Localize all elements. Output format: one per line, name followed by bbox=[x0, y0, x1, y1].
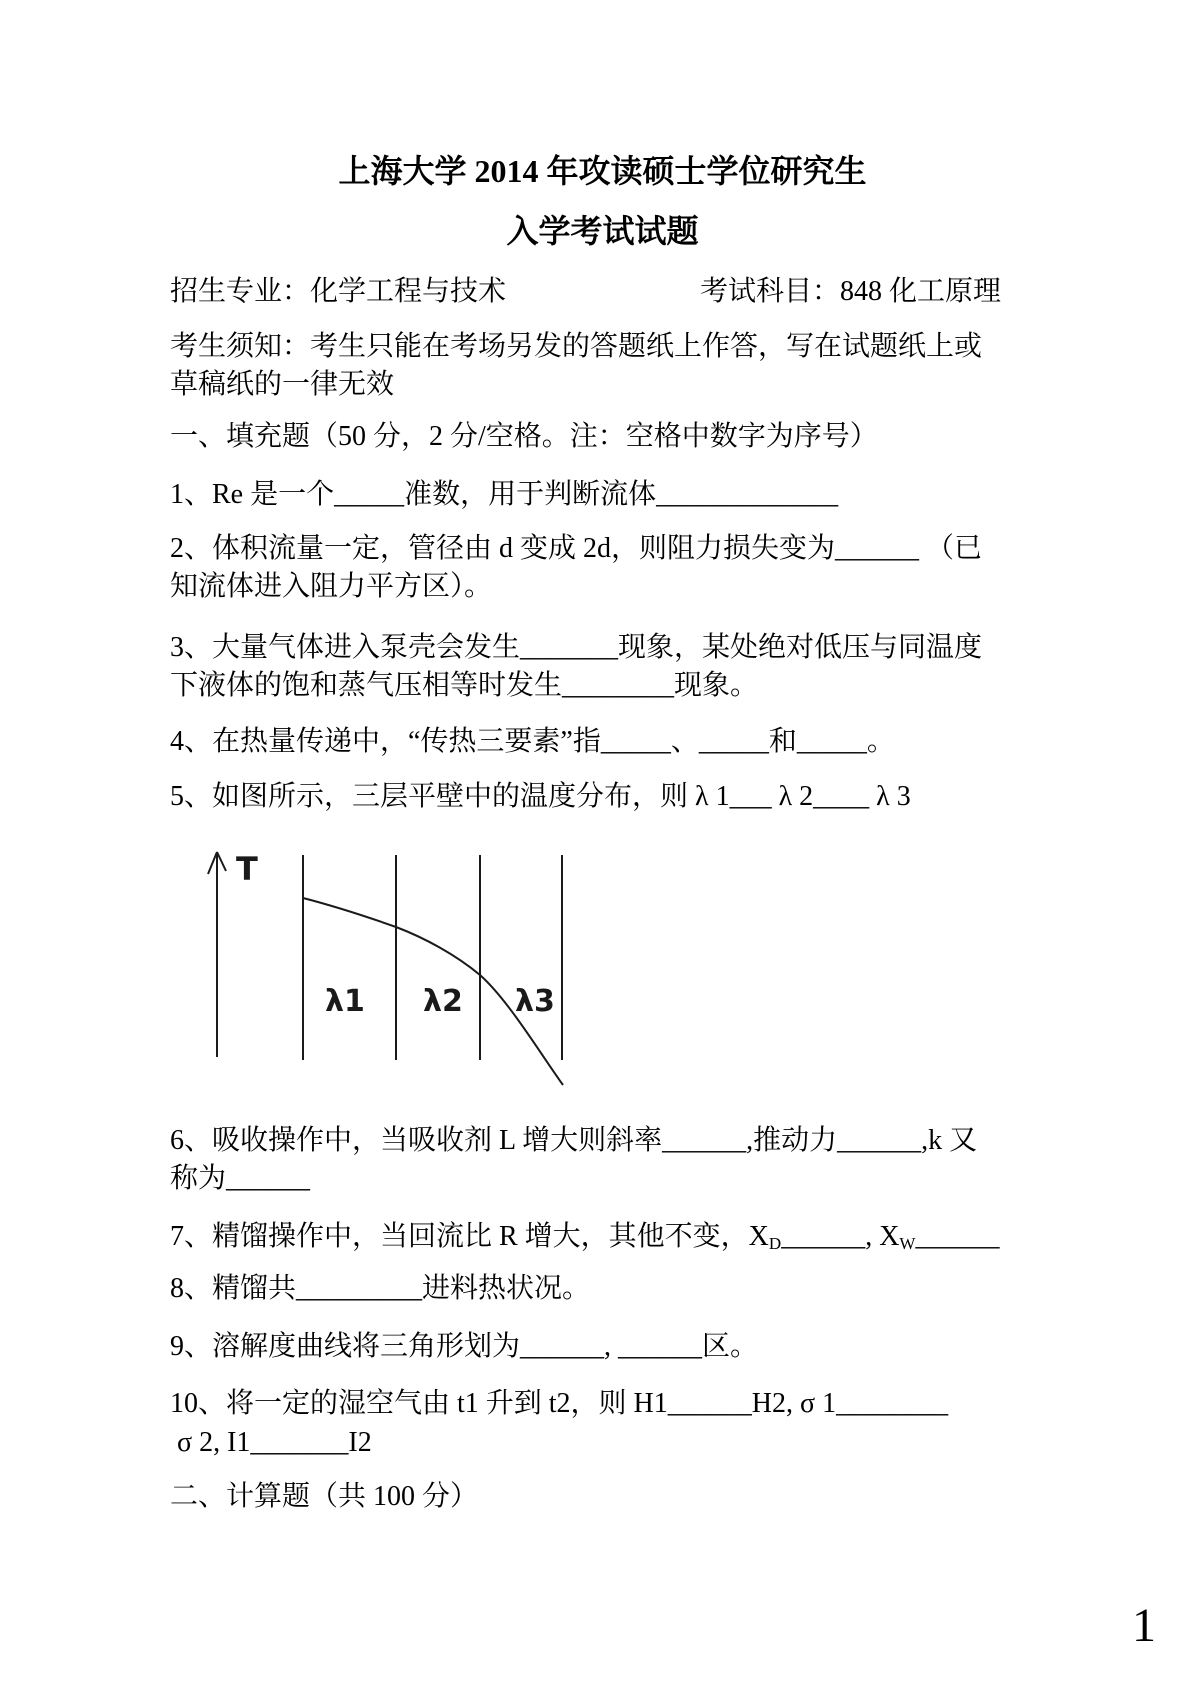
t-axis-label: T bbox=[236, 850, 258, 888]
question-3-line2: 下液体的饱和蒸气压相等时发生________现象。 bbox=[170, 670, 759, 701]
subject-label: 考试科目：848 化工原理 bbox=[700, 276, 1002, 307]
lambda1-label: λ1 bbox=[325, 984, 365, 1019]
exam-title-line2: 入学考试试题 bbox=[506, 213, 699, 249]
section2-heading: 二、计算题（共 100 分） bbox=[170, 1481, 479, 1512]
question-7-subscript-w: W bbox=[899, 1234, 916, 1253]
question-5: 5、如图所示，三层平壁中的温度分布，则 λ 1___ λ 2____ λ 3 bbox=[170, 781, 911, 812]
question-1: 1、Re 是一个_____准数，用于判断流体_____________ bbox=[170, 479, 839, 510]
question-7-pre: 7、精馏操作中，当回流比 R 增大，其他不变，X bbox=[170, 1221, 769, 1252]
t-axis-arrow-right bbox=[217, 852, 226, 871]
temperature-profile-figure bbox=[160, 838, 590, 1100]
section1-heading: 一、填充题（50 分，2 分/空格。注：空格中数字为序号） bbox=[170, 421, 878, 452]
notice-line2: 草稿纸的一律无效 bbox=[170, 369, 395, 400]
question-6-line1: 6、吸收操作中，当吸收剂 L 增大则斜率______,推动力______,k 又 bbox=[170, 1125, 978, 1156]
question-3-line1: 3、大量气体进入泵壳会发生_______现象，某处绝对低压与同温度 bbox=[170, 632, 983, 663]
question-9: 9、溶解度曲线将三角形划为______, ______区。 bbox=[170, 1331, 759, 1362]
question-6-line2: 称为______ bbox=[170, 1163, 311, 1194]
question-2-line1: 2、体积流量一定，管径由 d 变成 2d，则阻力损失变为______ （已 bbox=[170, 533, 983, 564]
notice-line1: 考生须知：考生只能在考场另发的答题纸上作答，写在试题纸上或 bbox=[170, 331, 983, 362]
question-7 bbox=[170, 1218, 1050, 1263]
exam-title-line1: 上海大学 2014 年攻读硕士学位研究生 bbox=[338, 153, 867, 189]
question-8: 8、精馏共_________进料热状况。 bbox=[170, 1273, 591, 1304]
major-label: 招生专业：化学工程与技术 bbox=[170, 276, 507, 307]
question-7-subscript-d: D bbox=[768, 1234, 782, 1253]
question-7-mid: ______, X bbox=[781, 1221, 900, 1252]
question-10-line1: 10、将一定的湿空气由 t1 升到 t2，则 H1______H2, σ 1________ bbox=[170, 1388, 949, 1419]
question-4: 4、在热量传递中，“传热三要素”指_____、_____和_____。 bbox=[170, 726, 895, 757]
question-2-line2: 知流体进入阻力平方区）。 bbox=[170, 571, 493, 602]
lambda3-label: λ3 bbox=[515, 984, 555, 1019]
lambda2-label: λ2 bbox=[423, 984, 463, 1019]
question-10-line2: σ 2, I1_______I2 bbox=[170, 1427, 372, 1458]
question-7-post: ______ bbox=[915, 1221, 1000, 1252]
t-axis-arrow-left bbox=[208, 852, 217, 874]
page-number: 1 bbox=[1132, 1599, 1156, 1652]
